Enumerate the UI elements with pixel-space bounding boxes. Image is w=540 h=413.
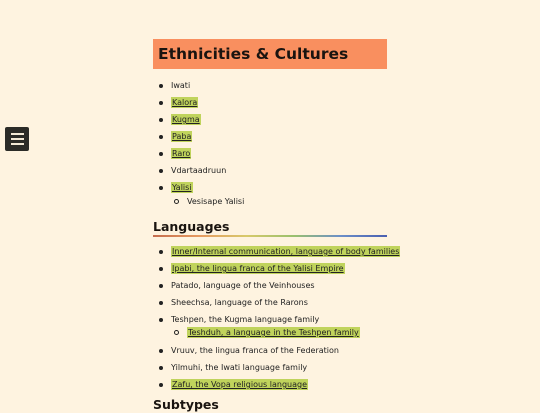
list-item [153, 297, 308, 308]
menu-button[interactable] [5, 127, 29, 151]
list-item [153, 131, 192, 142]
language-link[interactable]: Inner/Internal communication, language of body families [172, 247, 400, 256]
language-link[interactable]: Zafu, the Vopa religious language [172, 380, 307, 389]
ethnicity-link[interactable]: Raro [172, 149, 191, 158]
list-item [153, 114, 201, 125]
ethnicity-label: Vdartaadruun [171, 166, 227, 175]
next-section-heading: Subtypes [153, 397, 219, 412]
list-item [153, 246, 400, 257]
language-label: Teshpen, the Kugma language family [171, 315, 320, 324]
ethnicity-link[interactable]: Kugma [172, 115, 200, 124]
languages-section [153, 219, 387, 237]
sub-list-item [171, 327, 360, 338]
language-label: Vruuv, the lingua franca of the Federation [171, 346, 339, 355]
list-item [153, 80, 190, 91]
main-content [153, 39, 400, 412]
list-item [153, 280, 315, 291]
list-item [153, 314, 319, 325]
language-label: Yilmuhi, the Iwati language family [171, 363, 308, 372]
list-item [153, 165, 226, 176]
list-item [153, 263, 345, 274]
hamburger-menu-icon-bar [11, 143, 24, 145]
language-sub-link[interactable]: Teshduh, a language in the Teshpen family [188, 328, 359, 337]
list-item [153, 148, 191, 159]
language-label: Sheechsa, language of the Rarons [171, 298, 308, 307]
list-item [153, 97, 198, 108]
sub-list [171, 196, 244, 207]
section-divider [153, 235, 387, 237]
list-item [153, 379, 308, 390]
languages-heading: Languages [153, 219, 230, 234]
language-label: Patado, language of the Veinhouses [171, 281, 315, 290]
list-item [153, 182, 193, 193]
hamburger-menu-icon [11, 133, 24, 135]
hamburger-menu-icon-bar [11, 138, 24, 140]
page-title: Ethnicities & Cultures [153, 39, 387, 69]
ethnicity-link[interactable]: Yalisi [172, 183, 192, 192]
list-item [153, 362, 307, 373]
sub-list [171, 327, 360, 338]
ethnicity-link[interactable]: Kalora [172, 98, 198, 107]
ethnicity-label: Iwati [171, 81, 191, 90]
language-link[interactable]: Ipabi, the lingua franca of the Yalisi Empire [172, 264, 344, 273]
ethnicity-link[interactable]: Paba [172, 132, 192, 141]
sub-list-item [171, 196, 244, 207]
list-item [153, 345, 339, 356]
ethnicity-sub-label: Vesisape Yalisi [187, 197, 245, 206]
